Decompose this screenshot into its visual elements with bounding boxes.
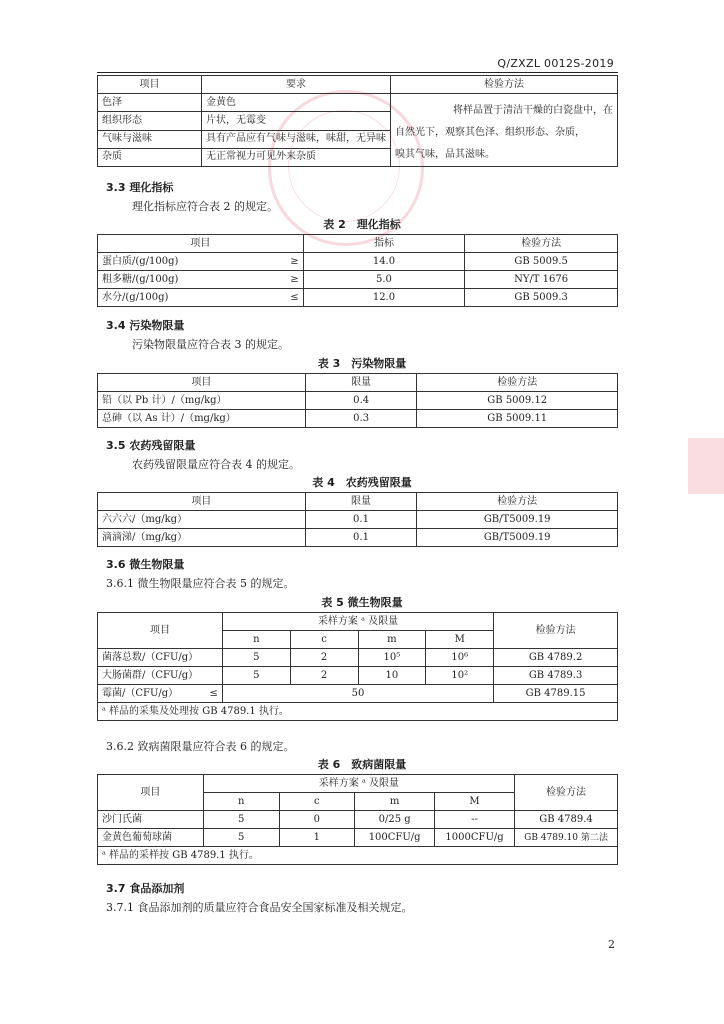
table-row xyxy=(98,289,618,307)
method-line: 自然光下，观察其色泽、组织形态、杂质， xyxy=(394,127,585,138)
col-header-index: 指标 xyxy=(303,235,465,253)
table-row xyxy=(98,511,618,529)
table-row xyxy=(98,685,618,703)
m-cell: 100CFU/g xyxy=(355,829,435,847)
n-cell: 5 xyxy=(203,811,279,829)
requirement-cell: 金黄色 xyxy=(201,94,390,112)
header-rule xyxy=(97,72,618,73)
m-cell: 0/25 g xyxy=(355,811,435,829)
operator-cell: ≥ xyxy=(277,253,303,271)
c-cell: 1 xyxy=(279,829,355,847)
value-cell: 0.1 xyxy=(305,511,417,529)
item-cell: 铅（以 Pb 计）/（mg/kg） xyxy=(98,392,306,410)
paragraph: 农药残留限量应符合表 4 的规定。 xyxy=(132,458,300,471)
table-row xyxy=(98,94,618,112)
col-header-method: 检验方法 xyxy=(494,613,618,649)
section-heading: 3.4 污染物限量 xyxy=(106,319,185,332)
c-cell: 0 xyxy=(279,811,355,829)
paragraph: 3.6.2 致病菌限量应符合表 6 的规定。 xyxy=(106,740,295,753)
standard-code: Q/ZXZL 0012S-2019 xyxy=(497,57,614,70)
sensory-table xyxy=(97,75,618,167)
requirement-cell: 片状，无霉变 xyxy=(201,112,390,130)
table-caption: 表 5 微生物限量 xyxy=(321,596,403,609)
paragraph: 3.6.1 微生物限量应符合表 5 的规定。 xyxy=(106,577,295,590)
section-heading: 3.7 食品添加剂 xyxy=(106,882,185,895)
col-header-item: 项目 xyxy=(98,613,223,649)
col-header-sampling-plan: 采样方案 ᵃ 及限量 xyxy=(222,613,493,631)
table-row xyxy=(98,271,618,289)
col-header-method: 检验方法 xyxy=(417,493,618,511)
table-caption: 表 2 理化指标 xyxy=(323,218,401,231)
M-cell: 1000CFU/g xyxy=(435,829,515,847)
subheader-M: M xyxy=(435,793,515,811)
table-row xyxy=(98,529,618,547)
method-cell: GB 4789.10 第二法 xyxy=(515,829,618,847)
method-cell: GB 4789.2 xyxy=(494,649,618,667)
value-cell: 50 xyxy=(222,685,493,703)
M-cell: 10² xyxy=(426,667,494,685)
operator-cell: ≤ xyxy=(277,289,303,307)
col-header-method: 检验方法 xyxy=(390,76,617,94)
item-cell: 六六六/（mg/kg） xyxy=(98,511,306,529)
value-cell: 0.3 xyxy=(305,410,417,428)
paragraph: 3.7.1 食品添加剂的质量应符合食品安全国家标准及相关规定。 xyxy=(106,901,413,914)
subheader-M: M xyxy=(426,631,494,649)
col-header-item: 项目 xyxy=(98,775,204,811)
m-cell: 10 xyxy=(358,667,426,685)
table-footnote: ᵃ 样品的采样按 GB 4789.1 执行。 xyxy=(98,847,618,865)
method-cell: GB 5009.5 xyxy=(465,253,618,271)
table-row xyxy=(98,667,618,685)
col-header-item: 项目 xyxy=(98,374,306,392)
table-row xyxy=(98,811,618,829)
method-line: 将样品置于清洁干燥的白瓷盘中，在 xyxy=(453,105,613,116)
M-cell: -- xyxy=(435,811,515,829)
item-cell: 蛋白质/(g/100g) xyxy=(98,253,278,271)
table-caption: 表 3 污染物限量 xyxy=(317,357,407,370)
requirement-cell: 无正常视力可见外来杂质 xyxy=(201,148,390,166)
table-row xyxy=(98,829,618,847)
table-2 xyxy=(97,234,618,307)
section-heading: 3.6 微生物限量 xyxy=(106,558,185,571)
value-cell: 14.0 xyxy=(303,253,465,271)
item-cell: 粗多糖/(g/100g) xyxy=(98,271,278,289)
section-heading: 3.3 理化指标 xyxy=(106,181,174,194)
n-cell: 5 xyxy=(222,667,290,685)
item-cell: 色泽 xyxy=(98,94,202,112)
col-header-item: 项目 xyxy=(98,76,202,94)
col-header-method: 检验方法 xyxy=(417,374,618,392)
subheader-n: n xyxy=(203,793,279,811)
table-footnote: ᵃ 样品的采集及处理按 GB 4789.1 执行。 xyxy=(98,703,618,721)
n-cell: 5 xyxy=(222,649,290,667)
item-cell: 滴滴涕/（mg/kg） xyxy=(98,529,306,547)
table-4 xyxy=(97,492,618,547)
method-cell: GB 5009.11 xyxy=(417,410,618,428)
n-cell: 5 xyxy=(203,829,279,847)
method-cell: GB 5009.12 xyxy=(417,392,618,410)
table-row xyxy=(98,410,618,428)
method-cell: GB/T5009.19 xyxy=(417,511,618,529)
item-cell: 大肠菌群/（CFU/g） xyxy=(98,667,223,685)
col-header-item: 项目 xyxy=(98,235,304,253)
table-3 xyxy=(97,373,618,428)
method-cell: GB/T5009.19 xyxy=(417,529,618,547)
value-cell: 12.0 xyxy=(303,289,465,307)
page-number: 2 xyxy=(608,938,615,951)
table-row xyxy=(98,253,618,271)
table-row xyxy=(98,649,618,667)
c-cell: 2 xyxy=(290,667,358,685)
table-caption: 表 6 致病菌限量 xyxy=(317,758,407,771)
item-cell: 气味与滋味 xyxy=(98,130,202,148)
item-cell: 菌落总数/（CFU/g） xyxy=(98,649,223,667)
paragraph: 污染物限量应符合表 3 的规定。 xyxy=(132,338,289,351)
method-cell: NY/T 1676 xyxy=(465,271,618,289)
item-cell: 霉菌/（CFU/g） xyxy=(98,685,198,703)
subheader-n: n xyxy=(222,631,290,649)
subheader-m: m xyxy=(358,631,426,649)
method-line: 嗅其气味，品其滋味。 xyxy=(394,149,495,160)
c-cell: 2 xyxy=(290,649,358,667)
operator-cell: ≥ xyxy=(277,271,303,289)
table-5 xyxy=(97,612,618,721)
method-cell: GB 4789.4 xyxy=(515,811,618,829)
col-header-sampling-plan: 采样方案 ᵃ 及限量 xyxy=(203,775,514,793)
method-cell: GB 5009.3 xyxy=(465,289,618,307)
item-cell: 金黄色葡萄球菌 xyxy=(98,829,204,847)
requirement-cell: 具有产品应有气味与滋味，味甜，无异味 xyxy=(201,130,390,148)
method-cell: GB 4789.3 xyxy=(494,667,618,685)
col-header-method: 检验方法 xyxy=(515,775,618,811)
col-header-limit: 限量 xyxy=(305,374,417,392)
subheader-c: c xyxy=(290,631,358,649)
col-header-limit: 限量 xyxy=(305,493,417,511)
value-cell: 0.4 xyxy=(305,392,417,410)
item-cell: 水分/(g/100g) xyxy=(98,289,278,307)
subheader-m: m xyxy=(355,793,435,811)
m-cell: 10⁵ xyxy=(358,649,426,667)
section-heading: 3.5 农药残留限量 xyxy=(106,439,196,452)
value-cell: 5.0 xyxy=(303,271,465,289)
item-cell: 组织形态 xyxy=(98,112,202,130)
operator-cell: ≤ xyxy=(197,685,222,703)
method-cell: GB 4789.15 xyxy=(494,685,618,703)
table-row xyxy=(98,392,618,410)
table-6 xyxy=(97,774,618,865)
col-header-item: 项目 xyxy=(98,493,306,511)
item-cell: 总砷（以 As 计）/（mg/kg） xyxy=(98,410,306,428)
item-cell: 杂质 xyxy=(98,148,202,166)
value-cell: 0.1 xyxy=(305,529,417,547)
method-cell xyxy=(390,94,617,167)
M-cell: 10⁶ xyxy=(426,649,494,667)
table-caption: 表 4 农药残留限量 xyxy=(312,476,412,489)
item-cell: 沙门氏菌 xyxy=(98,811,204,829)
col-header-method: 检验方法 xyxy=(465,235,618,253)
paragraph: 理化指标应符合表 2 的规定。 xyxy=(132,200,278,213)
col-header-requirement: 要求 xyxy=(201,76,390,94)
subheader-c: c xyxy=(279,793,355,811)
